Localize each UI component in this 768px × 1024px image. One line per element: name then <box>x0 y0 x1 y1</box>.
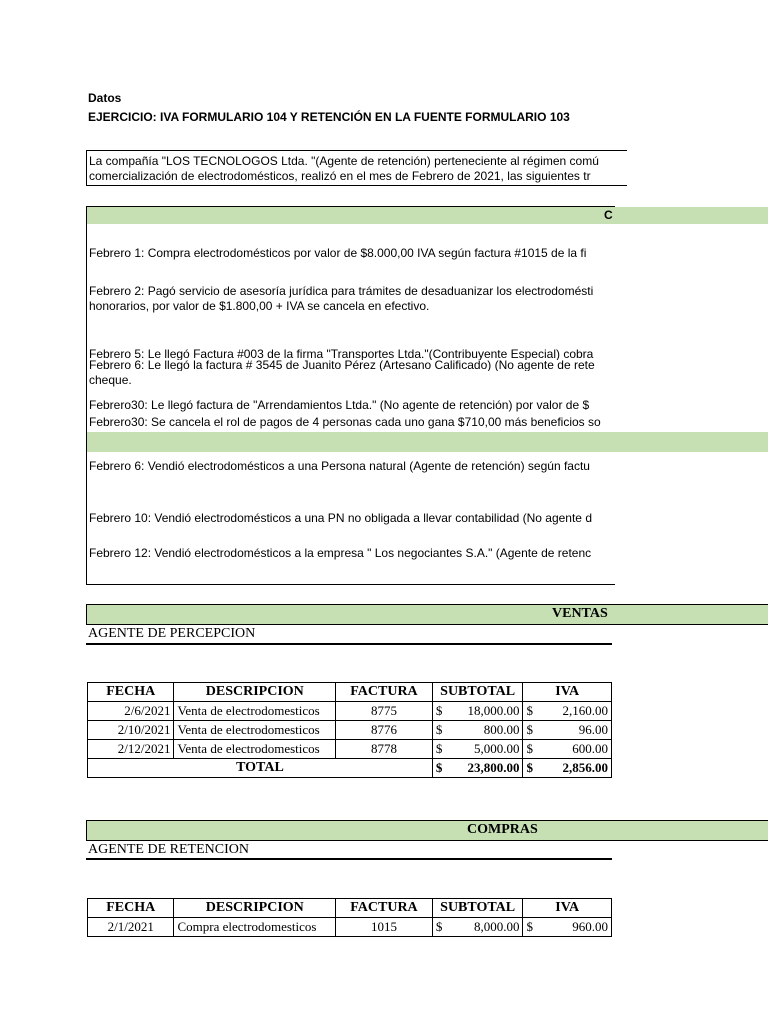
col-subtotal: SUBTOTAL <box>432 683 523 702</box>
col-subtotal: SUBTOTAL <box>432 899 523 918</box>
ventas-subtitle: AGENTE DE PERCEPCION <box>88 626 256 641</box>
table-row <box>88 721 612 740</box>
page-title: EJERCICIO: IVA FORMULARIO 104 Y RETENCIÓN EN LA FUENTE FORMULARIO 103 <box>88 110 570 124</box>
cell-descripcion: Venta de electrodomesticos <box>174 702 336 721</box>
intro-line-2: comercialización de electrodomésticos, realizó en el mes de Febrero de 2021, las siguientes tr <box>89 169 591 183</box>
sale-feb6: Febrero 6: Vendió electrodomésticos a una Persona natural (Agente de retención) según factu <box>89 459 590 473</box>
cell-iva: $ 96.00 <box>523 721 612 740</box>
cell-descripcion: Venta de electrodomesticos <box>174 721 336 740</box>
cell-iva: $ 600.00 <box>523 740 612 759</box>
cell-fecha: 2/12/2021 <box>88 740 174 759</box>
intro-line-1: La compañía "LOS TECNOLOGOS Ltda. "(Agente de retención) perteneciente al régimen comú <box>89 154 599 168</box>
col-fecha: FECHA <box>88 683 174 702</box>
cell-fecha: 2/1/2021 <box>88 918 174 937</box>
total-subtotal: $ 23,800.00 <box>432 759 523 778</box>
ventas-table <box>87 682 612 778</box>
sale-feb12: Febrero 12: Vendió electrodomésticos a la empresa " Los negociantes S.A." (Agente de retenc <box>89 546 592 560</box>
col-factura: FACTURA <box>336 683 433 702</box>
col-factura: FACTURA <box>336 899 433 918</box>
cell-subtotal: $ 5,000.00 <box>432 740 523 759</box>
col-iva: IVA <box>523 899 612 918</box>
cell-factura: 8776 <box>336 721 433 740</box>
cell-iva: $ 960.00 <box>523 918 612 937</box>
sale-feb10: Febrero 10: Vendió electrodomésticos a una PN no obligada a llevar contabilidad (No agente d <box>89 511 592 525</box>
total-row <box>88 759 612 778</box>
ventas-banner-label: VENTAS <box>552 606 608 621</box>
compras-banner-label: COMPRAS <box>467 822 538 837</box>
cell-factura: 8775 <box>336 702 433 721</box>
total-iva: $ 2,856.00 <box>523 759 612 778</box>
transaction-feb6-line2: cheque. <box>89 373 132 387</box>
compras-header-row <box>88 899 612 918</box>
total-label: TOTAL <box>88 759 433 778</box>
ventas-header-row <box>88 683 612 702</box>
compras-divider <box>86 858 612 860</box>
section-bar-2 <box>87 432 768 452</box>
ventas-divider <box>86 643 612 645</box>
section-bar-1-label: C <box>604 208 613 222</box>
cell-fecha: 2/6/2021 <box>88 702 174 721</box>
table-row <box>88 702 612 721</box>
cell-factura: 8778 <box>336 740 433 759</box>
transaction-feb30-payroll: Febrero30: Se cancela el rol de pagos de 4 personas cada uno gana $710,00 más beneficios so <box>89 415 601 429</box>
col-iva: IVA <box>523 683 612 702</box>
table-row <box>88 918 612 937</box>
transaction-feb2-line2: honorarios, por valor de $1.800,00 + IVA se cancela en efectivo. <box>89 299 430 313</box>
compras-subtitle: AGENTE DE RETENCION <box>88 842 249 857</box>
transaction-feb30-rent: Febrero30: Le llegó factura de "Arrendamientos Ltda." (No agente de retención) por valor de $ <box>89 398 590 412</box>
cell-subtotal: $ 18,000.00 <box>432 702 523 721</box>
cell-descripcion: Venta de electrodomesticos <box>174 740 336 759</box>
compras-banner <box>86 820 768 841</box>
cell-fecha: 2/10/2021 <box>88 721 174 740</box>
sheet-label: Datos <box>88 91 122 105</box>
transactions-box <box>86 206 615 585</box>
cell-factura: 1015 <box>336 918 433 937</box>
ventas-banner <box>86 604 768 625</box>
cell-subtotal: $ 8,000.00 <box>432 918 523 937</box>
col-descripcion: DESCRIPCION <box>174 683 336 702</box>
transaction-feb1: Febrero 1: Compra electrodomésticos por valor de $8.000,00 IVA según factura #1015 de la fi <box>89 246 587 260</box>
cell-subtotal: $ 800.00 <box>432 721 523 740</box>
col-fecha: FECHA <box>88 899 174 918</box>
cell-iva: $ 2,160.00 <box>523 702 612 721</box>
col-descripcion: DESCRIPCION <box>174 899 336 918</box>
cell-descripcion: Compra electrodomesticos <box>174 918 336 937</box>
section-bar-1 <box>87 207 768 224</box>
table-row <box>88 740 612 759</box>
transaction-feb2-line1: Febrero 2: Pagó servicio de asesoría jurídica para trámites de desaduanizar los electrodomésti <box>89 284 594 298</box>
transaction-feb6-line1: Febrero 6: Le llegó la factura # 3545 de Juanito Pérez (Artesano Calificado) (No agente de rete <box>89 359 595 371</box>
compras-table <box>87 898 612 937</box>
transaction-feb5: Febrero 5: Le llegó Factura #003 de la firma "Transportes Ltda."(Contribuyente Especial) cobra <box>89 348 594 360</box>
